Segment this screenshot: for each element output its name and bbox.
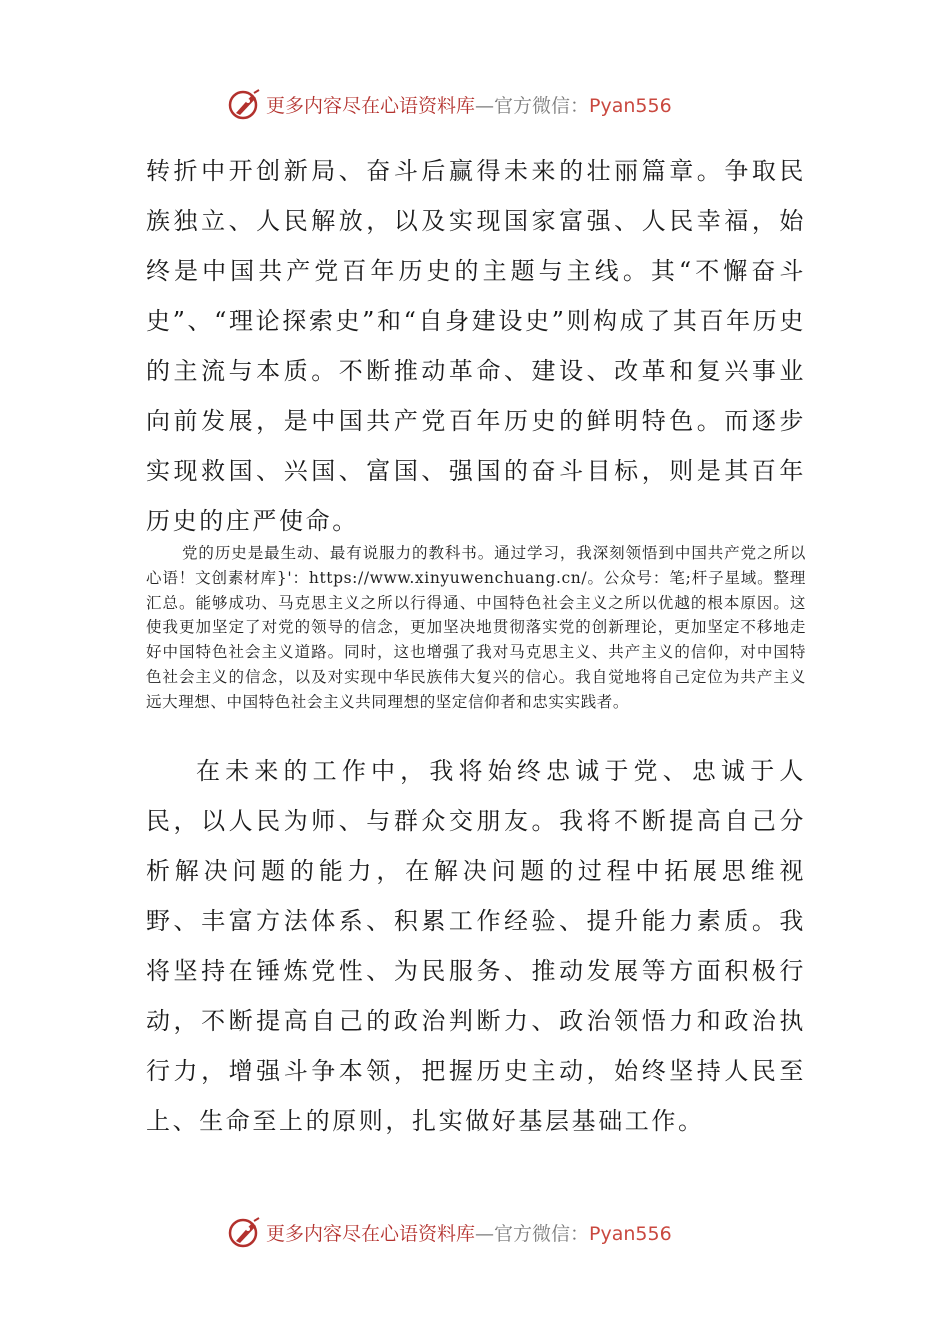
footer-banner-text xyxy=(266,1219,672,1246)
pen-nib-logo-icon xyxy=(228,87,262,121)
paragraph-1: 转折中开创新局、奋斗后赢得未来的壮丽篇章。争取民族独立、人民解放，以及实现国家富强、人民幸福，始终是中国共产党百年历史的主题与主线。其“不懈奋斗史”、“理论探索史”和“自身建设史”则构成了其百年历史的主流与本质。不断推动革命、建设、改革和复兴事业向前发展，是中国共产党百年历史的鲜明特色。而逐步实现救国、兴国、富国、强国的奋斗目标，则是其百年历史的庄严使命。 xyxy=(146,157,806,535)
footer-banner xyxy=(228,1212,748,1252)
header-banner xyxy=(228,84,748,124)
paragraph-2: 党的历史是最生动、最有说服力的教科书。通过学习，我深刻领悟到中国共产党之所以心语！文创素材库}'：https://www.xinyuwenchuang.cn/。公众号：笔;杆子星域。整理汇总。能够成功、马克思主义之所以行得通、中国特色社会主义之所以优越的根本原因。这使我更加坚定了对党的领导的信念，更加坚决地贯彻落实党的创新理论，更加坚定不移地走好中国特色社会主义道路。同时，这也增强了我对马克思主义、共产主义的信仰，对中国特色社会主义的信念，以及对实现中华民族伟大复兴的信心。我自觉地将自己定位为共产主义远大理想、中国特色社会主义共同理想的坚定信仰者和忠实实践者。 xyxy=(146,544,806,711)
paragraph-3-block xyxy=(146,746,806,1146)
footer-separator: — xyxy=(475,1222,495,1245)
paragraph-2-block xyxy=(146,541,806,715)
footer-contact-id: Pyan556 xyxy=(589,1222,672,1245)
header-separator: — xyxy=(475,94,495,117)
header-contact-id: Pyan556 xyxy=(589,94,672,117)
header-brand-text: 更多内容尽在心语资料库 xyxy=(266,94,476,117)
paragraph-3: 在未来的工作中，我将始终忠诚于党、忠诚于人民，以人民为师、与群众交朋友。我将不断提高自己分析解决问题的能力，在解决问题的过程中拓展思维视野、丰富方法体系、积累工作经验、提升能力素质。我将坚持在锤炼党性、为民服务、推动发展等方面积极行动，不断提高自己的政治判断力、政治领悟力和政治执行力，增强斗争本领，把握历史主动，始终坚持人民至上、生命至上的原则，扎实做好基层基础工作。 xyxy=(146,757,806,1135)
header-contact-label: 官方微信： xyxy=(494,94,590,117)
footer-brand-text: 更多内容尽在心语资料库 xyxy=(266,1222,476,1245)
footer-contact-label: 官方微信： xyxy=(494,1222,590,1245)
header-banner-text xyxy=(266,91,672,118)
paragraph-1-block xyxy=(146,146,806,546)
pen-nib-logo-icon xyxy=(228,1215,262,1249)
